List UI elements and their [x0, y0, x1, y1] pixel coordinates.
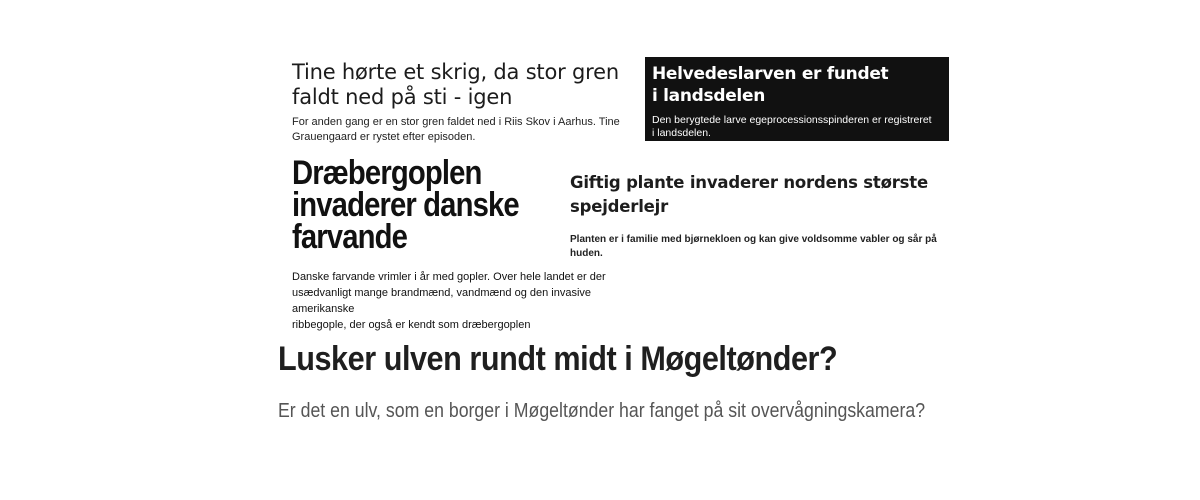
headline-line: farvande	[292, 218, 408, 256]
article-ulven-mogeltonder[interactable]	[278, 336, 998, 424]
summary-line: Grauengaard er rystet efter episoden.	[292, 131, 476, 143]
headline-line: Giftig plante invaderer nordens største	[570, 173, 928, 192]
summary-line: i landsdelen.	[652, 127, 711, 139]
article-headline[interactable]	[278, 336, 926, 382]
article-summary	[570, 233, 950, 261]
headline-line: invaderer danske	[292, 186, 519, 224]
article-summary	[278, 398, 926, 424]
article-tine-branch[interactable]	[292, 60, 637, 145]
summary-line: For anden gang er en stor gren faldet ned i Riis Skov i Aarhus. Tine	[292, 116, 620, 128]
headline-line: Helvedeslarven er fundet	[652, 64, 889, 84]
headline-line: i landsdelen	[652, 86, 765, 106]
article-helvedeslarven[interactable]	[645, 57, 949, 141]
summary-line: ribbegople, der også er kendt som dræbergoplen	[292, 319, 531, 331]
headline-line: faldt ned på sti - igen	[292, 85, 513, 109]
article-headline[interactable]	[652, 63, 943, 107]
headline-line: spejderlejr	[570, 197, 669, 216]
article-summary	[652, 114, 943, 140]
article-headline[interactable]	[292, 154, 550, 256]
article-summary	[292, 269, 642, 333]
summary-line: usædvanligt mange brandmænd, vandmænd og den invasive amerikanske	[292, 287, 592, 315]
headline-line: Tine hørte et skrig, da stor gren	[292, 60, 619, 84]
summary-line: Planten er i familie med bjørnekloen og kan give voldsomme vabler og sår på	[570, 234, 937, 245]
summary-line: Danske farvande vrimler i år med gopler. Over hele landet er der	[292, 271, 606, 283]
article-summary	[292, 115, 637, 145]
article-headline[interactable]	[570, 171, 950, 219]
summary-line: Den berygtede larve egeprocessionsspinderen er registreret	[652, 114, 932, 126]
summary-line: huden.	[570, 248, 603, 259]
article-giftig-plante[interactable]	[570, 171, 950, 261]
article-headline[interactable]	[292, 60, 637, 110]
summary-line: Er det en ulv, som en borger i Møgeltønder har fanget på sit overvågningskamera?	[278, 400, 926, 422]
headline-line: Lusker ulven rundt midt i Møgeltønder?	[278, 340, 838, 378]
headline-line: Dræbergoplen	[292, 154, 482, 192]
